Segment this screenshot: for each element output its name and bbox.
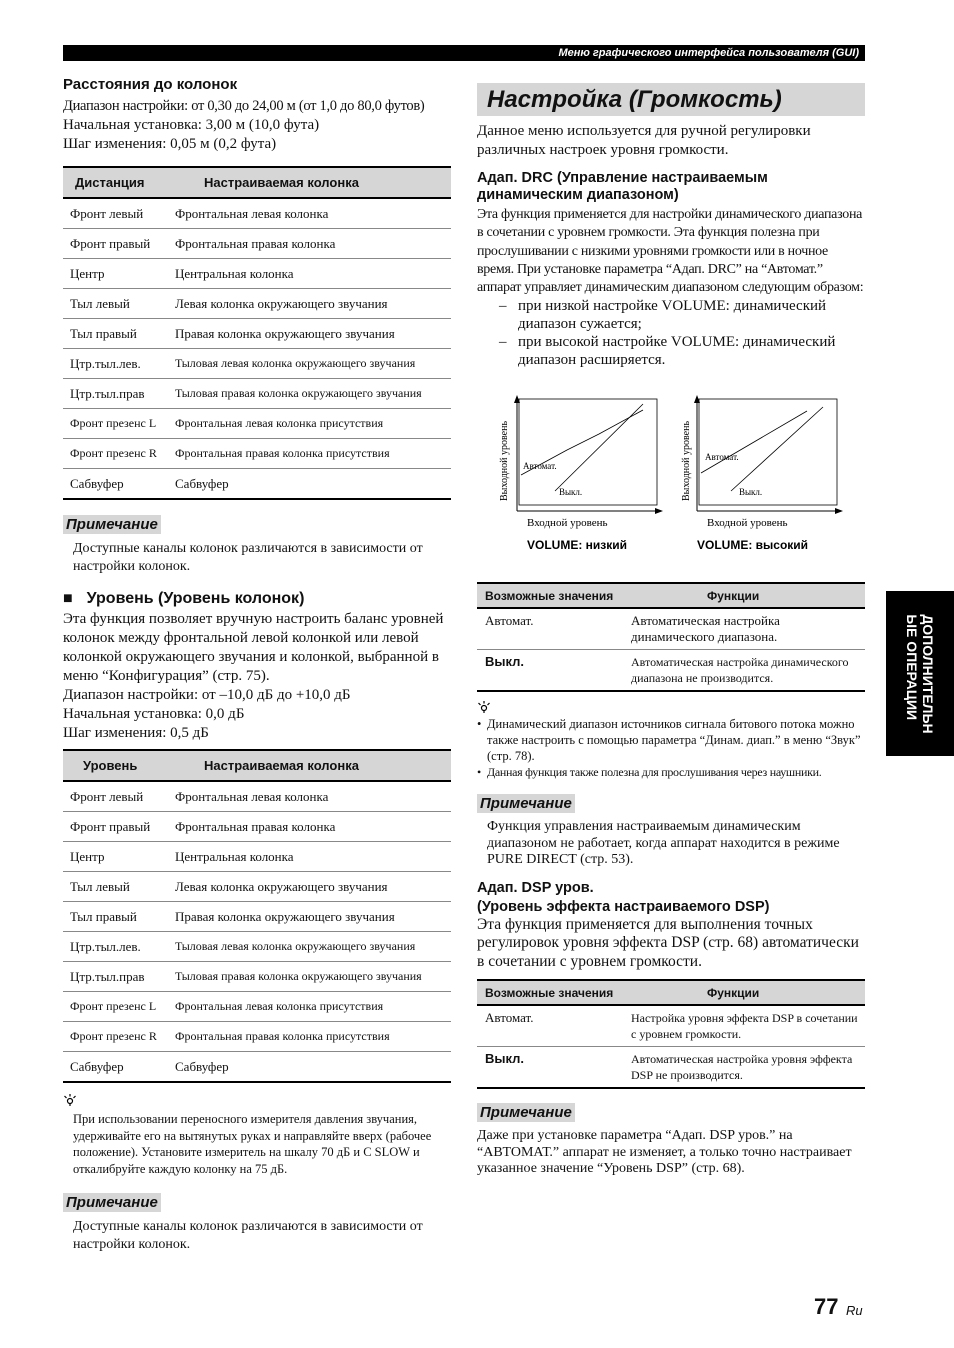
table-row [63, 469, 451, 500]
table-row [63, 229, 451, 259]
line-off [731, 407, 823, 491]
distance-step: Шаг изменения: 0,05 м (0,2 фута) [63, 136, 277, 152]
side-tab-line2: ЫЕ ОПЕРАЦИИ [904, 613, 920, 720]
page-number: 77 [814, 1294, 839, 1319]
table-row [63, 349, 451, 379]
table-cell: Настройка уровня эффекта DSP в сочетании с уровнем громкости. [623, 1005, 865, 1047]
table-row [63, 872, 451, 902]
table-row [63, 289, 451, 319]
table-cell: Автоматическая настройка уровня эффекта DSP не производится. [623, 1047, 865, 1089]
table-cell: Автоматическая настройка динамического диапазона. [623, 608, 865, 650]
table-cell: Сабвуфер [63, 1052, 168, 1083]
level-range: Диапазон настройки: от –10,0 дБ до +10,0 дБ [63, 687, 351, 703]
line-auto [701, 411, 807, 473]
table-cell: Фронт презенс L [63, 409, 168, 439]
table-cell: Центральная колонка [168, 842, 451, 872]
table-cell: Автоматическая настройка динамического диапазона не производится. [623, 650, 865, 692]
right-column [477, 83, 865, 1178]
table-cell: Автомат. [477, 1005, 623, 1047]
table-row [63, 992, 451, 1022]
table-cell: Фронтальная левая колонка [168, 781, 451, 812]
side-tab-line1: ДОПОЛНИТЕЛЬН [920, 613, 936, 734]
table-cell: Тыл правый [63, 319, 168, 349]
dsp-subheading: (Уровень эффекта настраиваемого DSP) [477, 898, 770, 915]
distance-range: Диапазон настройки: от 0,30 до 24,00 м (от 1,0 до 80,0 футов) [63, 98, 425, 114]
level-initial: Начальная установка: 0,0 дБ [63, 706, 245, 722]
table-row [63, 781, 451, 812]
table-cell: Тыловая левая колонка окружающего звучания [168, 932, 451, 962]
table-cell: Фронтальная левая колонка присутствия [168, 409, 451, 439]
graph-low-volume [499, 395, 663, 552]
note-text: Даже при установке параметра “Адап. DSP уров.” на “АВТОМАТ.” аппарат не изменяет, а только точно настраивает указанное значение “Уровень DSP” (стр. 68). [477, 1128, 852, 1177]
table-cell: Цтр.тыл.прав [63, 379, 168, 409]
header-bar [63, 45, 865, 61]
graph-y-label: Выходной уровень [499, 421, 510, 502]
table-cell: Фронтальная левая колонка [168, 198, 451, 229]
dsp-body: Эта функция применяется для выполнения точных регулировок уровня эффекта DSP (стр. 68) автоматически в сочетании с уровнем громкости. [477, 915, 859, 970]
note-label: Примечание [63, 1193, 161, 1212]
left-column [63, 74, 451, 1254]
tip-item: • Данная функция также полезна для прослушивания через наушники. [477, 764, 865, 780]
distance-initial: Начальная установка: 3,00 м (10,0 фута) [63, 117, 320, 133]
table-header: Настраиваемая колонка [168, 750, 451, 781]
note-text: Функция управления настраиваемым динамическим диапазоном не работает, когда аппарат находится в режиме PURE DIRECT (стр. 53). [487, 819, 840, 868]
line-off [555, 404, 643, 491]
table-cell: Фронт презенс L [63, 992, 168, 1022]
table-cell: Левая колонка окружающего звучания [168, 289, 451, 319]
table-cell: Тыл левый [63, 289, 168, 319]
table-cell: Цтр.тыл.лев. [63, 349, 168, 379]
graph-caption-low: VOLUME: низкий [527, 538, 628, 553]
table-cell: Тыл правый [63, 902, 168, 932]
table-header: Настраиваемая колонка [168, 167, 451, 198]
table-cell: Фронтальная левая колонка присутствия [168, 992, 451, 1022]
level-step: Шаг изменения: 0,5 дБ [63, 725, 209, 741]
drc-item-low: – при низкой настройке VOLUME: динамический диапазон сужается; [477, 297, 865, 333]
note-text: Доступные каналы колонок различаются в зависимости от настройки колонок. [73, 541, 423, 574]
table-row [477, 608, 865, 650]
distance-table [63, 166, 451, 500]
table-row [63, 259, 451, 289]
table-header: Дистанция [63, 167, 168, 198]
table-row [63, 439, 451, 469]
table-row [63, 1052, 451, 1083]
tip-lightbulb-icon [63, 1093, 77, 1107]
graph-off-label: Выкл. [739, 487, 763, 498]
table-header: Уровень [63, 750, 168, 781]
table-cell: Центр [63, 259, 168, 289]
table-cell: Правая колонка окружающего звучания [168, 319, 451, 349]
table-cell: Сабвуфер [168, 1052, 451, 1083]
graph-off-label: Выкл. [559, 487, 583, 498]
page-language: Ru [846, 1303, 863, 1318]
header-title: Меню графического интерфейса пользователя (GUI) [558, 47, 859, 59]
table-cell: Тыловая правая колонка окружающего звучания [168, 379, 451, 409]
table-cell: Цтр.тыл.лев. [63, 932, 168, 962]
table-cell: Фронтальная правая колонка [168, 229, 451, 259]
graph-high-volume [681, 395, 843, 552]
side-tab [886, 591, 954, 756]
table-cell: Тыл левый [63, 872, 168, 902]
table-cell: Фронтальная правая колонка [168, 812, 451, 842]
table-cell: Фронт презенс R [63, 439, 168, 469]
graph-y-label: Выходной уровень [681, 421, 692, 502]
table-cell: Фронтальная правая колонка присутствия [168, 439, 451, 469]
table-cell: Центр [63, 842, 168, 872]
graph-x-label: Входной уровень [527, 517, 608, 530]
note-text: Доступные каналы колонок различаются в зависимости от настройки колонок. [73, 1219, 423, 1252]
table-cell: Сабвуфер [168, 469, 451, 500]
table-cell: Левая колонка окружающего звучания [168, 872, 451, 902]
level-table [63, 749, 451, 1083]
section-title: Настройка (Громкость) [487, 86, 782, 113]
table-row [63, 962, 451, 992]
note-label: Примечание [477, 1103, 575, 1122]
level-heading: Уровень (Уровень колонок) [86, 590, 305, 607]
table-row [63, 198, 451, 229]
table-row [63, 319, 451, 349]
table-row [63, 409, 451, 439]
table-cell: Тыловая правая колонка окружающего звучания [168, 962, 451, 992]
graph-auto-label: Автомат. [523, 461, 557, 472]
table-cell: Тыловая левая колонка окружающего звучания [168, 349, 451, 379]
drc-heading: Адап. DRC (Управление настраиваемым динамическим диапазоном) [477, 170, 768, 203]
table-row [63, 812, 451, 842]
dsp-values-table [477, 979, 865, 1089]
tip-lightbulb-icon [477, 700, 491, 714]
table-cell: Фронт правый [63, 229, 168, 259]
note-label: Примечание [477, 794, 575, 813]
table-cell: Фронтальная правая колонка присутствия [168, 1022, 451, 1052]
drc-values-table [477, 582, 865, 692]
table-cell: Фронт левый [63, 198, 168, 229]
table-row [63, 932, 451, 962]
table-header: Возможные значения [477, 583, 623, 608]
table-row [477, 650, 865, 692]
graph-caption-high: VOLUME: высокий [697, 538, 809, 553]
table-row [63, 1022, 451, 1052]
table-row [477, 1047, 865, 1089]
level-body: Эта функция позволяет вручную настроить баланс уровней колонок между фронтальной левой колонкой или левой колонкой окружающего звучания и колонкой, выбранной в меню “Конфигурация” (стр. 75). [63, 611, 444, 684]
table-cell: Фронт правый [63, 812, 168, 842]
dsp-heading: Адап. DSP уров. [477, 879, 594, 896]
table-header: Функции [623, 980, 865, 1005]
table-cell: Правая колонка окружающего звучания [168, 902, 451, 932]
table-cell: Сабвуфер [63, 469, 168, 500]
graph-x-label: Входной уровень [707, 517, 788, 530]
table-cell: Цтр.тыл.прав [63, 962, 168, 992]
distance-heading: Расстояния до колонок [63, 76, 238, 93]
square-bullet-icon: ■ [63, 590, 73, 607]
table-cell: Центральная колонка [168, 259, 451, 289]
table-row [63, 842, 451, 872]
table-row [63, 379, 451, 409]
section-title-box [477, 83, 865, 116]
table-cell: Фронт левый [63, 781, 168, 812]
table-cell: Фронт презенс R [63, 1022, 168, 1052]
tip-item: • Динамический диапазон источников сигнала битового потока можно также настроить с помощью параметра “Динам. диап.” в меню “Звук” (стр. 78). [477, 716, 865, 764]
table-header: Возможные значения [477, 980, 623, 1005]
drc-graphs [477, 387, 865, 567]
tip-text: При использовании переносного измерителя давления звучания, удерживайте его на вытянутых руках и направляйте вверх (рабочее положение). Установите измеритель на шкалу 70 дБ и C SLOW и откалибруйте каждую колонку на 75 дБ. [73, 1112, 432, 1176]
table-header: Функции [623, 583, 865, 608]
table-row [477, 1005, 865, 1047]
table-cell: Выкл. [477, 650, 623, 692]
table-row [63, 902, 451, 932]
table-cell: Выкл. [477, 1047, 623, 1089]
note-label: Примечание [63, 515, 161, 534]
graph-auto-label: Автомат. [705, 452, 739, 463]
drc-item-high: – при высокой настройке VOLUME: динамический диапазон расширяется. [477, 333, 865, 369]
intro-text: Данное меню используется для ручной регулировки различных настроек уровня громкости. [477, 123, 811, 158]
table-cell: Автомат. [477, 608, 623, 650]
drc-body: Эта функция применяется для настройки динамического диапазона в сочетании с уровнем громкости. Эта функция полезна при прослушивании с низкими уровнями громкости или в ночное время. При установке параметра “Адап. DRC” на “Автомат.” аппарат управляет динамическим диапазоном следующим образом: [477, 207, 864, 296]
